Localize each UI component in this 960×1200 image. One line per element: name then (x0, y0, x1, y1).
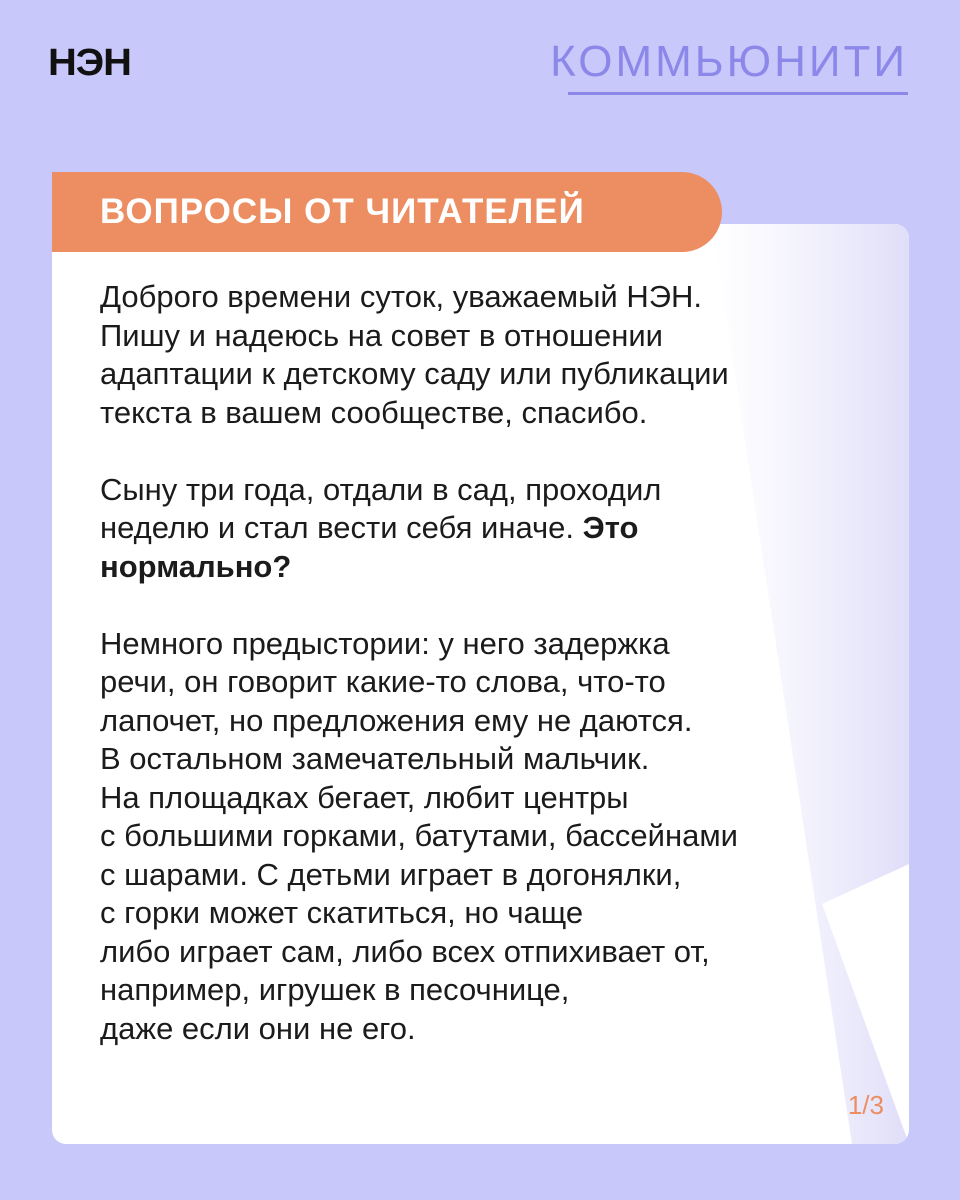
section-underline (568, 92, 908, 95)
title-banner (52, 172, 722, 252)
text-line: адаптации к детскому саду или публикации (100, 356, 729, 391)
paragraph-greeting (100, 278, 860, 432)
paragraph-background (100, 625, 860, 1049)
text-line (100, 509, 860, 548)
page-indicator: 1/3 (847, 1090, 884, 1120)
text-fragment: неделю и стал вести себя иначе. (100, 510, 575, 545)
text-line: с шарами. С детьми играет в догонялки, (100, 856, 682, 892)
text-line: В остальном замечательный мальчик. (100, 741, 650, 776)
text-line: На площадках бегает, любит центры (100, 779, 629, 815)
text-line: Доброго времени суток, уважаемый НЭН. (100, 279, 703, 314)
text-line: Пишу и надеюсь на совет в отношении (100, 317, 663, 353)
banner-title: ВОПРОСЫ ОТ ЧИТАТЕЛЕЙ (100, 192, 585, 231)
text-line: Сыну три года, отдали в сад, проходил (100, 471, 662, 507)
brand-logo: НЭН (48, 42, 131, 84)
section-label: КОММЬЮНИТИ (550, 37, 908, 86)
text-line: либо играет сам, либо всех отпихивает от, (100, 933, 710, 969)
text-line: с горки может скатиться, но чаще (100, 895, 584, 930)
text-line: Немного предыстории: у него задержка (100, 625, 670, 661)
text-line: с большими горками, батутами, бассейнами (100, 818, 738, 853)
text-line (100, 548, 860, 587)
text-line: даже если они не его. (100, 1010, 416, 1046)
text-line: текста в вашем сообществе, спасибо. (100, 394, 648, 430)
text-line: речи, он говорит какие-то слова, что-то (100, 664, 666, 699)
bold-question-part: нормально? (100, 548, 292, 584)
bold-question-part: Это (582, 510, 639, 545)
paragraph-question (100, 471, 860, 587)
question-text (100, 278, 860, 1087)
text-line: лапочет, но предложения ему не даются. (100, 702, 693, 738)
text-line: например, игрушек в песочнице, (100, 972, 570, 1007)
